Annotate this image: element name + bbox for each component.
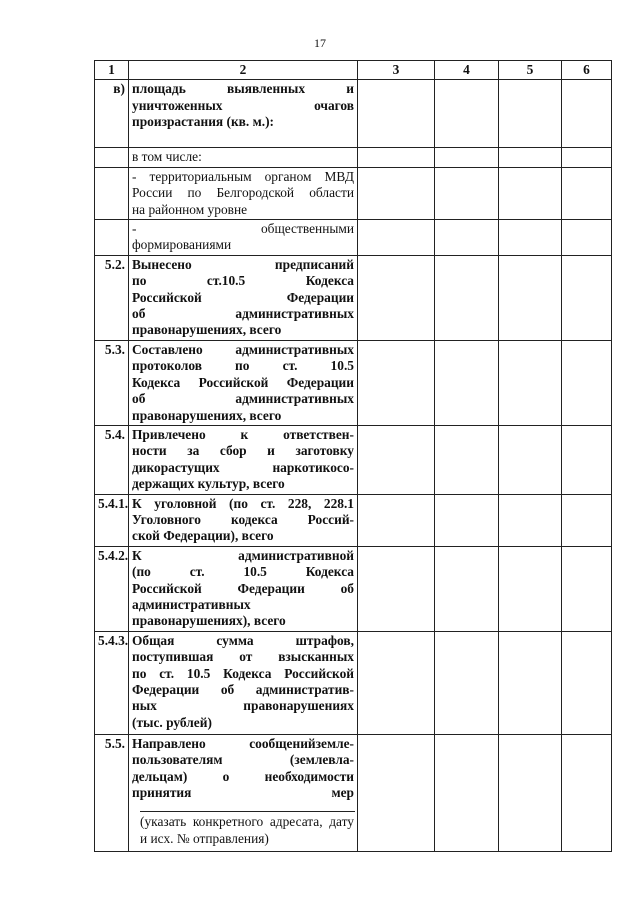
value-cell[interactable] [358, 425, 435, 494]
column-header: 2 [129, 61, 358, 80]
value-cell[interactable] [435, 148, 499, 167]
value-cell[interactable] [358, 255, 435, 340]
row-description [129, 631, 358, 734]
row-description [129, 546, 358, 631]
value-cell[interactable] [499, 494, 562, 546]
row-number: 5.2. [95, 255, 129, 340]
value-cell[interactable] [499, 255, 562, 340]
row-number: 5.4.3. [95, 631, 129, 734]
value-cell[interactable] [435, 734, 499, 851]
description-line: ской Федерации), всего [132, 528, 274, 544]
value-cell[interactable] [499, 425, 562, 494]
value-cell[interactable] [358, 167, 435, 219]
description-line: - территориальным органом МВД [132, 168, 354, 184]
description-line: (тыс. рублей) [132, 714, 212, 730]
table-row [95, 631, 612, 734]
description-line: Российской Федерации [132, 289, 354, 305]
row-description [129, 425, 358, 494]
value-cell[interactable] [499, 734, 562, 851]
value-cell[interactable] [562, 255, 612, 340]
value-cell[interactable] [358, 220, 435, 256]
description-line: правонарушениях), всего [132, 613, 286, 629]
instruction-note: (указать конкретного адресата, дату и исх. № отправления) [140, 814, 354, 846]
description-line: держащих культур, всего [132, 476, 285, 492]
value-cell[interactable] [499, 148, 562, 167]
value-cell[interactable] [358, 148, 435, 167]
description-line: Кодекса Российской Федерации [132, 374, 354, 390]
value-cell[interactable] [562, 425, 612, 494]
description-line: протоколов по ст. 10.5 [132, 358, 354, 374]
row-description [129, 220, 358, 256]
description-line: Направлено сообщенийземле- [132, 735, 354, 751]
table-row [95, 148, 612, 167]
row-number: 5.4.1. [95, 494, 129, 546]
description-line: дикорастущих наркотикосо- [132, 459, 354, 475]
row-description [129, 167, 358, 219]
value-cell[interactable] [562, 80, 612, 148]
column-header: 3 [358, 61, 435, 80]
value-cell[interactable] [435, 631, 499, 734]
column-header: 1 [95, 61, 129, 80]
table-row [95, 546, 612, 631]
value-cell[interactable] [499, 220, 562, 256]
row-number: 5.5. [95, 734, 129, 851]
description-line: Вынесено предписаний [132, 256, 354, 272]
description-line: России по Белгородской области [132, 185, 354, 201]
description-line: (по ст. 10.5 Кодекса [132, 564, 354, 580]
value-cell[interactable] [358, 734, 435, 851]
row-number [95, 167, 129, 219]
value-cell[interactable] [562, 494, 612, 546]
description-line: уничтоженных очагов [132, 97, 354, 113]
value-cell[interactable] [435, 220, 499, 256]
description-line: принятия мер [132, 785, 354, 800]
column-header: 5 [499, 61, 562, 80]
description-line: поступившая от взысканных [132, 649, 354, 665]
value-cell[interactable] [435, 494, 499, 546]
description-line: Российской Федерации об [132, 580, 354, 596]
row-number: 5.4.2. [95, 546, 129, 631]
value-cell[interactable] [499, 631, 562, 734]
column-header: 4 [435, 61, 499, 80]
row-description [129, 148, 358, 167]
description-line: К уголовной (по ст. 228, 228.1 [132, 495, 354, 511]
table-row [95, 494, 612, 546]
value-cell[interactable] [435, 167, 499, 219]
report-table [94, 60, 612, 852]
description-line: об административных [132, 391, 354, 407]
value-cell[interactable] [358, 631, 435, 734]
row-description [129, 494, 358, 546]
value-cell[interactable] [562, 220, 612, 256]
table-row [95, 734, 612, 851]
table-row [95, 425, 612, 494]
description-line: на районном уровне [132, 201, 248, 217]
description-line: по ст.10.5 Кодекса [132, 273, 354, 289]
table-row [95, 340, 612, 425]
row-description [129, 340, 358, 425]
description-line: ности за сбор и заготовку [132, 443, 354, 459]
column-header: 6 [562, 61, 612, 80]
description-line: в том числе: [132, 149, 202, 165]
description-line: Привлечено к ответствен- [132, 426, 354, 442]
value-cell[interactable] [358, 80, 435, 148]
value-cell[interactable] [562, 631, 612, 734]
row-number: в) [95, 80, 129, 148]
description-line: произрастания (кв. м.): [132, 114, 274, 130]
value-cell[interactable] [562, 340, 612, 425]
row-description [129, 255, 358, 340]
value-cell[interactable] [562, 148, 612, 167]
table-row [95, 167, 612, 219]
row-number [95, 220, 129, 256]
value-cell[interactable] [435, 546, 499, 631]
description-line: об административных [132, 306, 354, 322]
value-cell[interactable] [562, 734, 612, 851]
description-line: Федерации об административ- [132, 682, 354, 697]
description-line: - общественными [132, 221, 354, 237]
value-cell[interactable] [499, 167, 562, 219]
description-line: дельцам) о необходимости [132, 768, 354, 784]
description-line: Составлено административных [132, 341, 354, 357]
row-number: 5.3. [95, 340, 129, 425]
value-cell[interactable] [435, 80, 499, 148]
value-cell[interactable] [358, 340, 435, 425]
value-cell[interactable] [499, 340, 562, 425]
description-line: по ст. 10.5 Кодекса Российской [132, 665, 354, 681]
value-cell[interactable] [562, 546, 612, 631]
value-cell[interactable] [499, 546, 562, 631]
row-number [95, 148, 129, 167]
description-line: Уголовного кодекса Россий- [132, 511, 354, 527]
description-line: К административной [132, 547, 354, 563]
page-number: 17 [314, 36, 326, 50]
description-line: площадь выявленных и [132, 81, 354, 97]
table-row [95, 255, 612, 340]
description-line: ных правонарушениях [132, 698, 354, 714]
description-line: пользователям (землевла- [132, 752, 354, 768]
header-row [95, 61, 612, 80]
value-cell[interactable] [358, 494, 435, 546]
table-row [95, 220, 612, 256]
description-line: Общая сумма штрафов, [132, 632, 354, 648]
description-line: правонарушениях, всего [132, 322, 282, 338]
row-description [129, 80, 358, 148]
table-row [95, 80, 612, 148]
value-cell[interactable] [499, 80, 562, 148]
value-cell[interactable] [435, 255, 499, 340]
description-line: формированиями [132, 237, 232, 253]
description-line: правонарушениях, всего [132, 407, 282, 423]
value-cell[interactable] [562, 167, 612, 219]
description-line: административных [132, 596, 251, 612]
value-cell[interactable] [358, 546, 435, 631]
row-number: 5.4. [95, 425, 129, 494]
value-cell[interactable] [435, 425, 499, 494]
value-cell[interactable] [435, 340, 499, 425]
fill-in-line [140, 811, 355, 812]
row-description [129, 734, 358, 851]
